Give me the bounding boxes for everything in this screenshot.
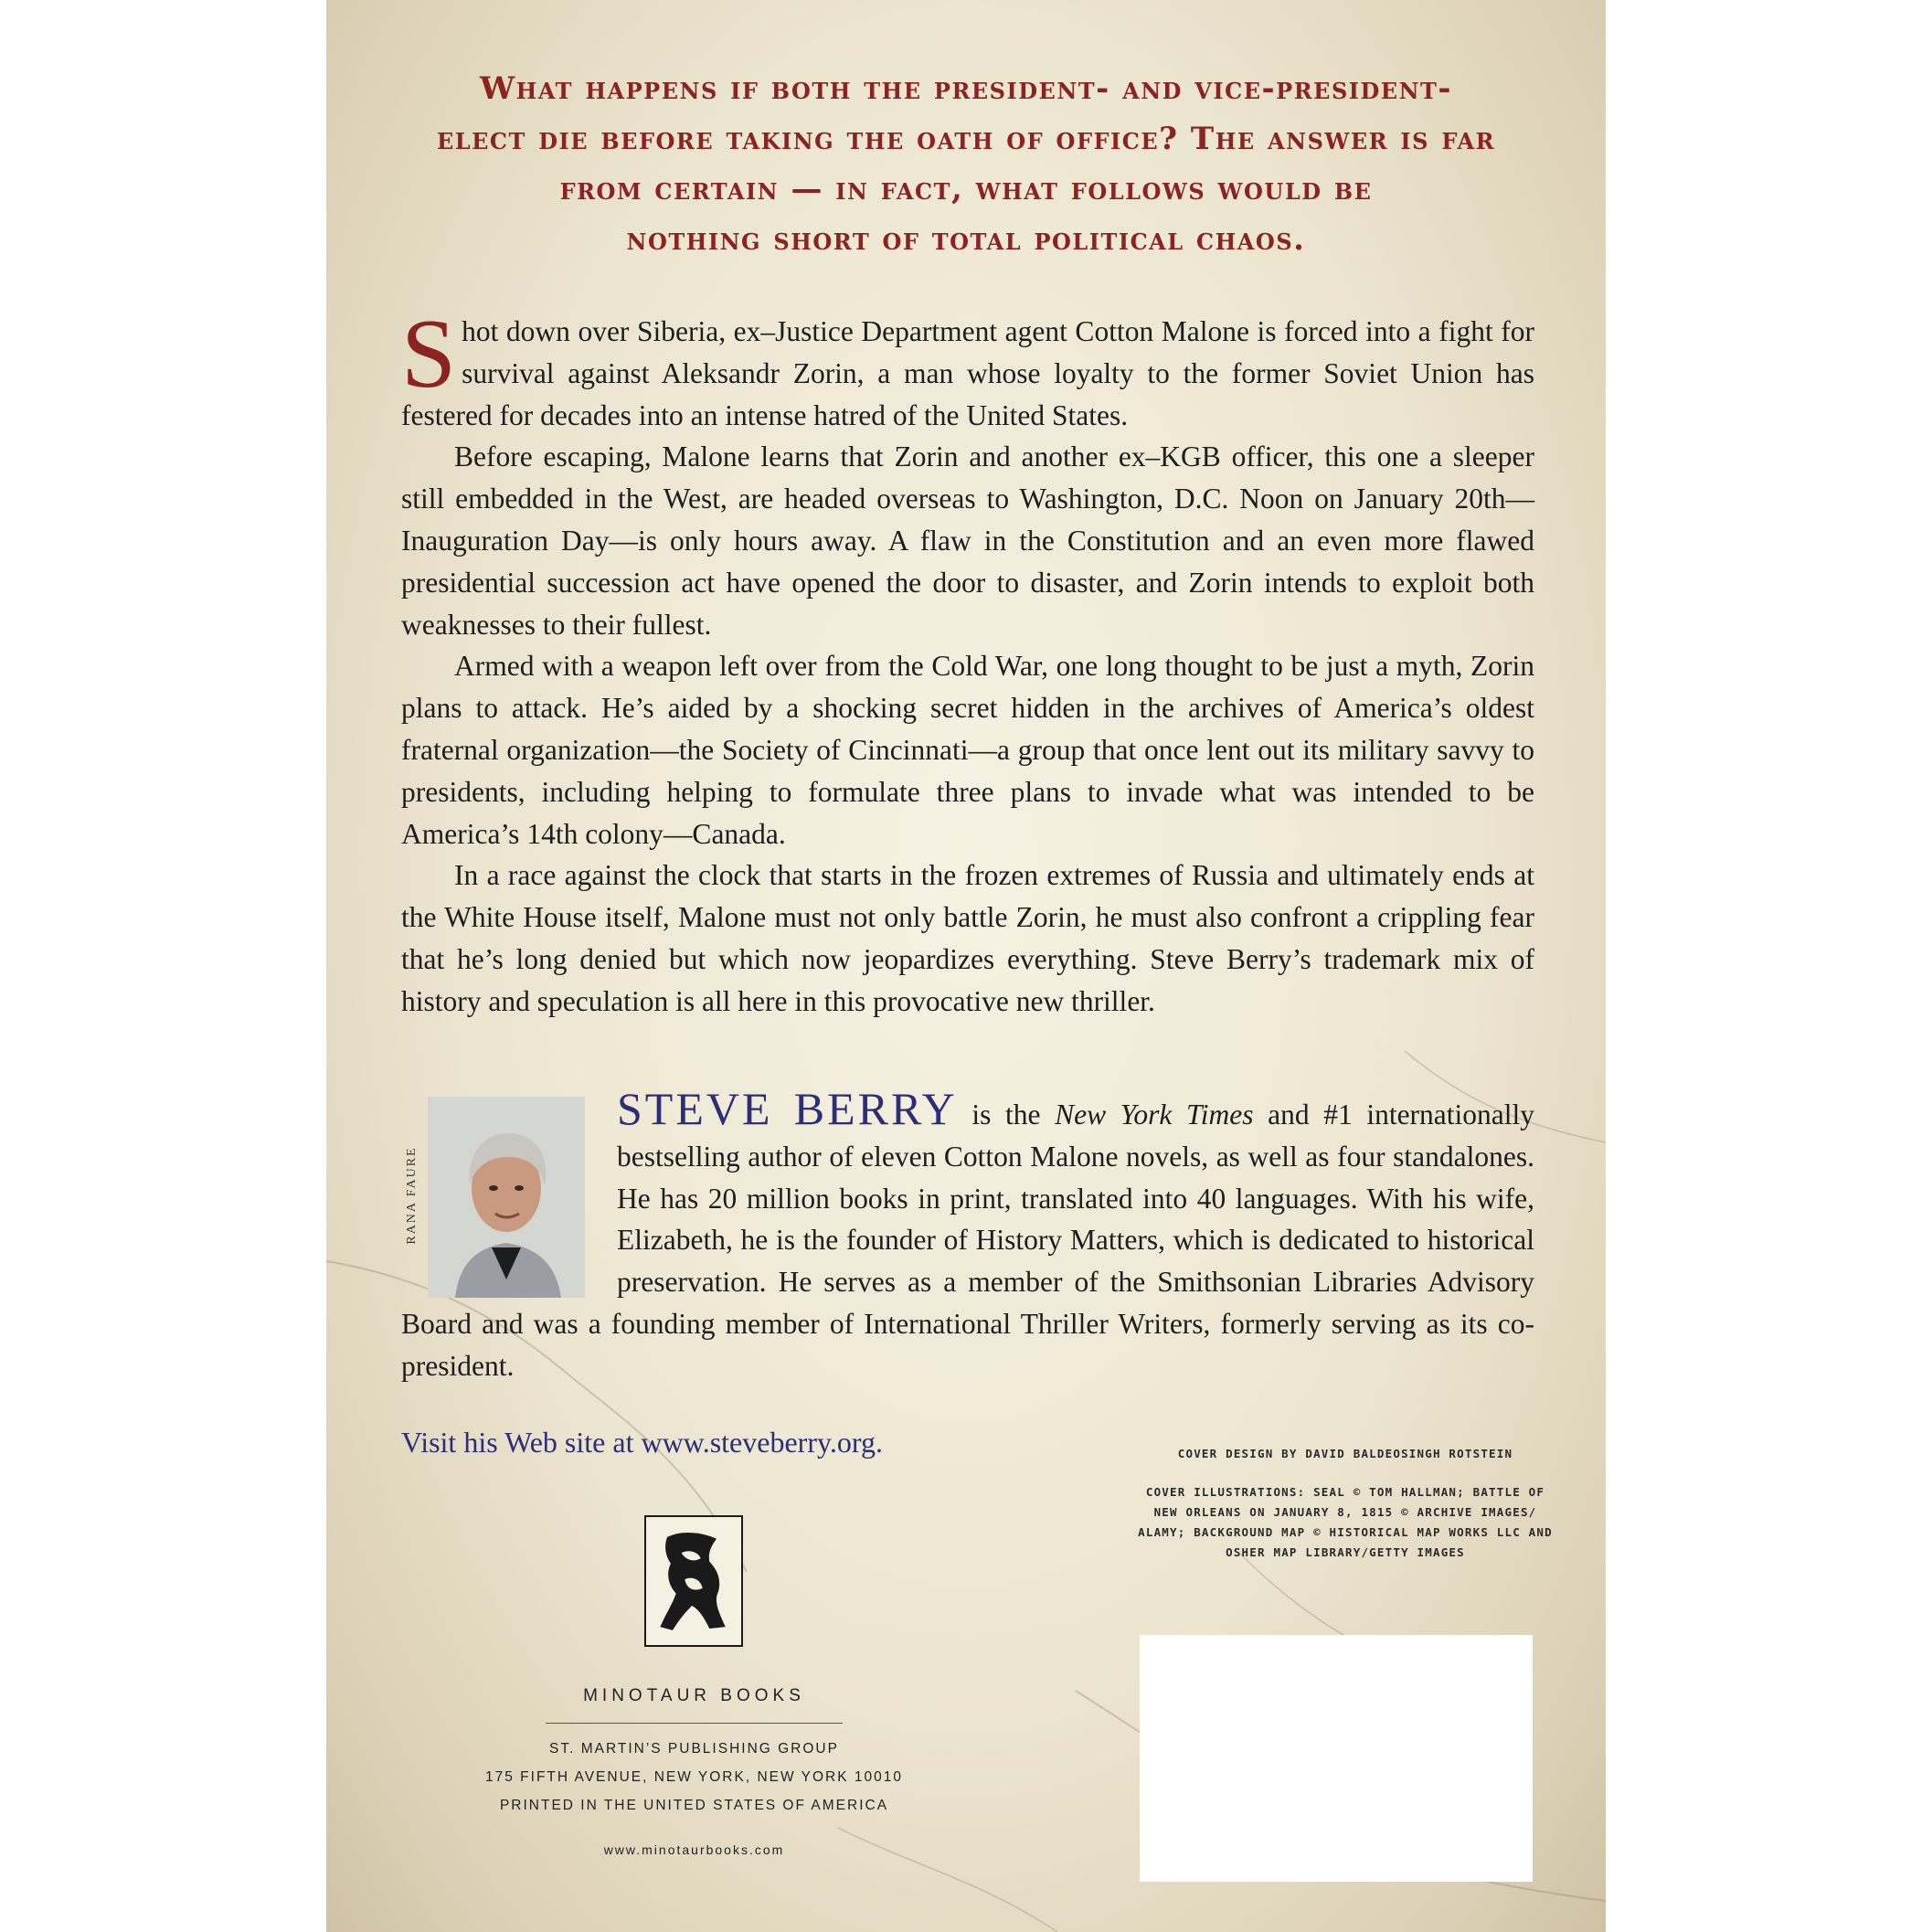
- cover-illustration-credit: COVER ILLUSTRATIONS: SEAL © TOM HALLMAN; BATTLE OF NEW ORLEANS ON JANUARY 8, 1815 © ARCHIVE IMAGES/ ALAMY; BACKGROUND MAP © HISTORICAL MAP WORKS LLC AND OSHER MAP LIBRARY/GETTY IMAGES: [1138, 1485, 1553, 1559]
- headline-line: What happens if both the president- and vice-president-: [479, 70, 1453, 107]
- headline: [381, 64, 1551, 265]
- synopsis-paragraph: In a race against the clock that starts in the frozen extremes of Russia and ultimately ends at the White House itself, Malone must not only battle Zorin, he must also confront a crippling fear that he’s long denied but which now jeopardizes everything. Steve Berry’s trademark mix of history and speculation is all here in this provocative new thriller.: [401, 859, 1534, 1017]
- synopsis: [401, 300, 1534, 1023]
- author-website[interactable]: Visit his Web site at www.steveberry.org.: [401, 1426, 883, 1459]
- publisher-address: [454, 1735, 934, 1820]
- author-name: STEVE BERRY: [617, 1083, 958, 1134]
- publisher-website[interactable]: www.minotaurbooks.com: [603, 1842, 785, 1857]
- synopsis-paragraph: [401, 300, 1534, 436]
- printed-in: PRINTED IN THE UNITED STATES OF AMERICA: [499, 1798, 889, 1813]
- bio-photo-spacer: [401, 1090, 617, 1299]
- headline-line: elect die before taking the oath of office? The answer is far: [436, 121, 1496, 157]
- book-back-cover: [326, 0, 1606, 1932]
- bio-text: and #1 internationally bestselling author of eleven Cotton Malone novels, as well as four standalones. He has 20 million books in print, translated into 40 languages. With his wife, Elizabeth, he is the founder of History Matters, which is dedicated to historical preservation. He serves as a member of the Smithsonian Libraries Advisory Board and was a founding member of International Thriller Writers, formerly serving as its co-president.: [401, 1099, 1535, 1382]
- cover-design-credit: COVER DESIGN BY DAVID BALDEOSINGH ROTSTEIN: [1177, 1447, 1513, 1460]
- drop-cap: S: [401, 300, 457, 409]
- headline-line: from certain — in fact, what follows would be: [559, 171, 1373, 207]
- photo-credit-text: RANA FAURE: [405, 1146, 419, 1245]
- synopsis-paragraph: Armed with a weapon left over from the Cold War, one long thought to be just a myth, Zorin plans to attack. He’s aided by a shocking secret hidden in the archives of America’s oldest fraternal organization—the Society of Cincinnati—a group that once lent out its military savvy to presidents, including helping to formulate three plans to invade what was intended to be America’s 14th colony—Canada.: [401, 650, 1534, 850]
- publisher-divider: [546, 1723, 843, 1724]
- headline-line: nothing short of total political chaos.: [626, 221, 1306, 258]
- synopsis-text: hot down over Siberia, ex–Justice Department agent Cotton Malone is forced into a fight for survival against Aleksandr Zorin, a man whose loyalty to the former Soviet Union has festered for decades into an intense hatred of the United States.: [401, 315, 1534, 431]
- minotaur-figure: [646, 1517, 741, 1645]
- synopsis-paragraph: Before escaping, Malone learns that Zorin and another ex–KGB officer, this one a sleeper still embedded in the West, are headed overseas to Washington, D.C. Noon on January 20th—Inauguration Day—is only hours away. A flaw in the Constitution and an even more flawed presidential succession act have opened the door to disaster, and Zorin intends to exploit both weaknesses to their fullest.: [401, 441, 1534, 641]
- publisher-name: MINOTAUR BOOKS: [583, 1686, 805, 1705]
- bio-publication: New York Times: [1055, 1099, 1254, 1131]
- barcode-area: [1140, 1635, 1533, 1882]
- bio-text: is the: [957, 1099, 1056, 1131]
- publisher-street: 175 FIFTH AVENUE, NEW YORK, NEW YORK 10010: [485, 1769, 903, 1785]
- author-bio: [401, 1083, 1535, 1387]
- cover-credits: [1131, 1444, 1560, 1563]
- minotaur-logo-icon: [644, 1515, 743, 1647]
- publisher-group: ST. MARTIN’S PUBLISHING GROUP: [549, 1741, 839, 1757]
